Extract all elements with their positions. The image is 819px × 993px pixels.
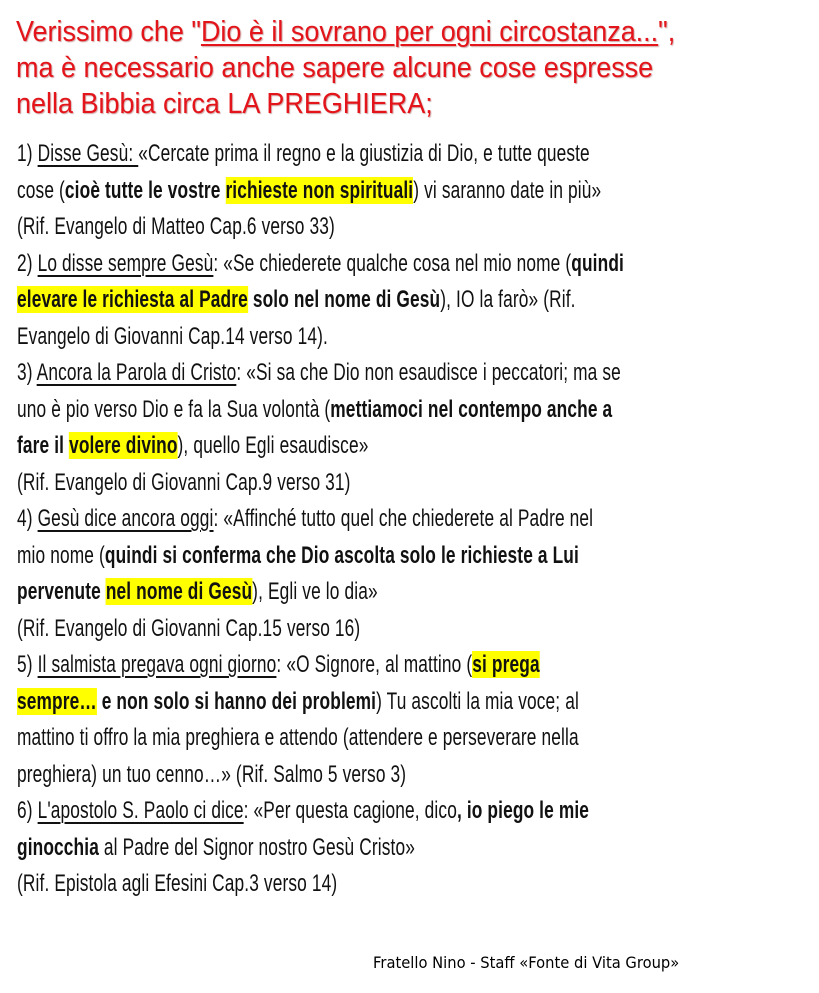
text-segment: ) Tu ascolti la mia voce; al	[376, 687, 579, 715]
text-segment: (Rif. Epistola agli Efesini Cap.3 verso 14)	[17, 870, 338, 897]
text-line	[17, 428, 665, 465]
text-segment: «Cercate prima il regno e la giustizia di Dio, e tutte queste	[138, 140, 590, 167]
text-line	[17, 647, 665, 684]
text-line	[17, 355, 665, 392]
highlighted-text: nel nome di Gesù	[105, 578, 253, 605]
bold-text: cioè tutte le vostre	[64, 176, 226, 204]
text-segment: al Padre del Signor nostro Gesù Cristo»	[98, 833, 415, 861]
title-line-2: ma è necessario anche sapere alcune cose espresse	[16, 52, 654, 84]
item-number: 1)	[17, 140, 38, 167]
title-quote-underlined: Dio è il sovrano per ogni circostanza...	[200, 16, 659, 48]
title-line-3: nella Bibbia circa LA PREGHIERA;	[16, 88, 433, 120]
speaker-label: Gesù dice ancora oggi	[37, 505, 214, 532]
text-segment: mio nome (	[17, 541, 105, 569]
text-line	[17, 866, 665, 903]
highlighted-text: elevare le richiesta al Padre	[17, 286, 248, 313]
text-line	[17, 793, 665, 830]
bold-text: , io piego le mie	[456, 797, 590, 824]
item-number: 3)	[17, 359, 37, 386]
scripture-list	[17, 136, 819, 903]
item-number: 6)	[17, 797, 38, 824]
bold-text: e non solo si hanno dei problemi	[96, 687, 377, 715]
text-line	[17, 830, 665, 867]
highlighted-text: sempre…	[17, 687, 97, 715]
item-number: 4)	[17, 505, 38, 532]
bold-text: pervenute	[17, 578, 106, 605]
text-segment: ), IO la farò» (Rif.	[440, 286, 576, 313]
speaker-label: Lo disse sempre Gesù	[37, 249, 214, 277]
text-line	[17, 465, 665, 502]
title-text: Verissimo che "	[16, 16, 201, 48]
highlighted-text: si prega	[472, 651, 540, 678]
text-segment: Evangelo di Giovanni Cap.14 verso 14).	[17, 322, 328, 350]
list-item	[17, 136, 819, 246]
speaker-label: Ancora la Parola di Cristo	[36, 359, 237, 386]
list-item	[17, 246, 819, 356]
title-text: ",	[658, 16, 676, 48]
highlighted-text: richieste non spirituali	[225, 176, 414, 204]
text-segment: : «Affinché tutto quel che chiederete al Padre nel	[213, 505, 594, 532]
text-segment: : «Se chiederete qualche cosa nel mio nome (	[213, 249, 572, 277]
list-item	[17, 647, 819, 793]
text-segment: cose (	[17, 176, 65, 204]
highlighted-text: volere divino	[69, 432, 178, 459]
bold-text: solo nel nome di Gesù	[247, 286, 441, 313]
speaker-label: L'apostolo S. Paolo ci dice	[37, 797, 244, 824]
bold-text: ginocchia	[17, 833, 99, 861]
text-line	[17, 538, 665, 575]
text-line	[17, 757, 665, 794]
bold-text: fare il	[17, 432, 70, 459]
list-item	[17, 501, 819, 647]
item-number: 2)	[17, 249, 38, 277]
footer-signature: Fratello Nino - Staff «Fonte di Vita Group»	[373, 953, 680, 972]
text-segment: (Rif. Evangelo di Giovanni Cap.15 verso 16)	[17, 614, 361, 642]
text-segment: ), Egli ve lo dia»	[252, 578, 378, 605]
text-line	[17, 282, 665, 319]
item-number: 5)	[17, 651, 38, 678]
text-line	[17, 246, 665, 283]
text-segment: (Rif. Evangelo di Matteo Cap.6 verso 33)	[17, 213, 335, 240]
text-segment: ) vi saranno date in più»	[413, 176, 602, 204]
text-segment: mattino ti offro la mia preghiera e attendo (attendere e perseverare nella	[17, 724, 579, 751]
bold-text: quindi si conferma che Dio ascolta solo le richieste a Lui	[104, 541, 579, 569]
text-line	[17, 574, 665, 611]
bold-text: mettiamoci nel contempo anche a	[330, 395, 613, 423]
text-line	[17, 720, 665, 757]
speaker-label: Il salmista pregava ogni giorno	[37, 651, 277, 678]
text-line	[17, 136, 665, 173]
text-line	[17, 209, 665, 246]
text-segment: : «Si sa che Dio non esaudisce i peccatori; ma se	[236, 359, 621, 386]
text-line	[17, 392, 665, 429]
text-line	[17, 173, 665, 210]
list-item	[17, 793, 819, 903]
text-segment: uno è pio verso Dio e fa la Sua volontà (	[17, 395, 331, 423]
text-segment: (Rif. Evangelo di Giovanni Cap.9 verso 31)	[17, 468, 351, 496]
speaker-label: Disse Gesù:	[37, 140, 139, 167]
list-item	[17, 355, 819, 501]
text-segment: preghiera) un tuo cenno…» (Rif. Salmo 5 verso 3)	[17, 760, 407, 788]
text-line	[17, 319, 665, 356]
text-line	[17, 684, 665, 721]
title-heading	[16, 14, 816, 122]
title-line-1	[16, 14, 760, 50]
text-line	[17, 611, 665, 648]
text-segment: ), quello Egli esaudisce»	[177, 432, 369, 459]
text-segment: : «O Signore, al mattino (	[276, 651, 473, 678]
text-line	[17, 501, 665, 538]
bold-text: quindi	[571, 249, 624, 277]
text-segment: : «Per questa cagione, dico	[243, 797, 457, 824]
